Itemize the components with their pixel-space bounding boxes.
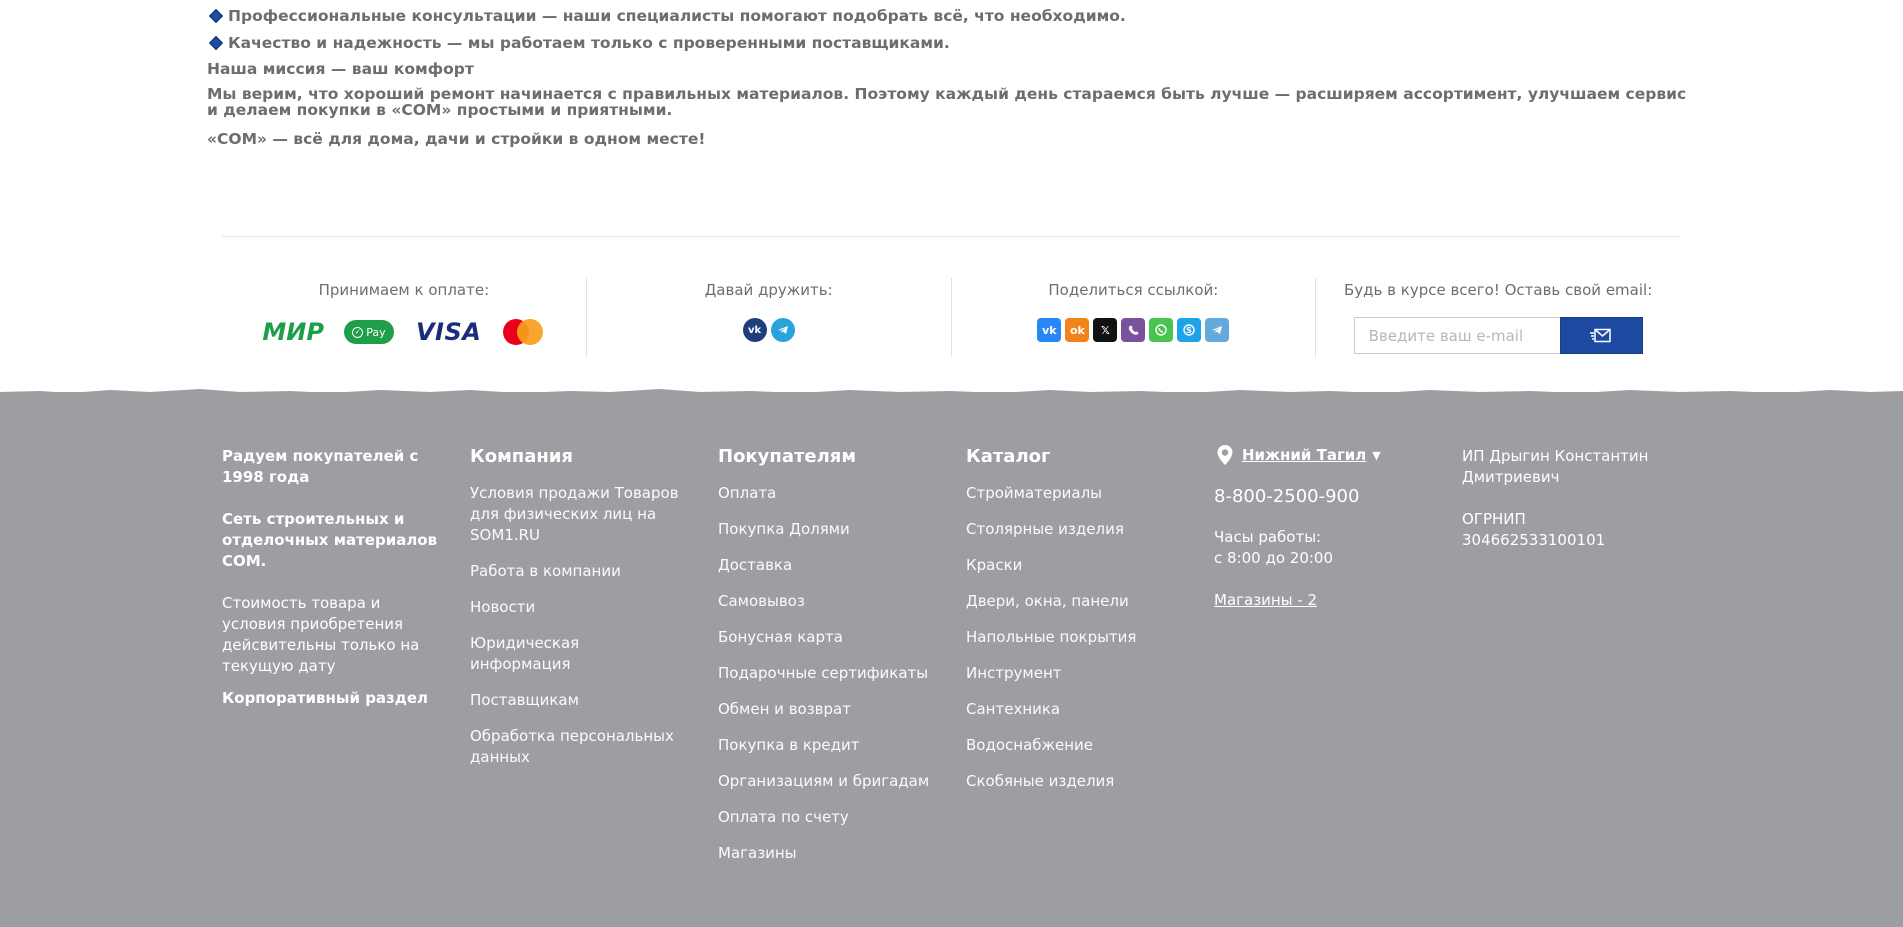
share-title: Поделиться ссылкой: — [1048, 281, 1219, 299]
company-link[interactable]: Новости — [470, 598, 536, 616]
legal-ogrnip: ОГРНИП 304662533100101 — [1462, 510, 1606, 549]
about-line-years: Радуем покупателей с 1998 года — [222, 447, 419, 486]
company-link[interactable]: Поставщикам — [470, 691, 579, 709]
article-section — [207, 6, 1687, 148]
footer-company — [470, 446, 680, 783]
footer-customers — [718, 446, 938, 879]
payment-block — [222, 278, 586, 357]
customers-link[interactable]: Бонусная карта — [718, 628, 843, 646]
bullet-text: Профессиональные консультации — наши специалисты помогают подобрать всё, что необходимо. — [228, 7, 1126, 25]
vk-icon[interactable]: vk — [743, 318, 767, 342]
subscribe-block — [1315, 278, 1680, 357]
friends-icons — [587, 318, 951, 342]
telegram-icon[interactable] — [771, 318, 795, 342]
subscribe-button[interactable] — [1560, 317, 1643, 354]
payment-title: Принимаем к оплате: — [318, 281, 490, 299]
company-link[interactable]: Работа в компании — [470, 562, 621, 580]
catalog-link[interactable]: Скобяные изделия — [966, 772, 1115, 790]
info-strip — [222, 278, 1680, 357]
friends-title: Давай дружить: — [704, 281, 833, 299]
catalog-link[interactable]: Краски — [966, 556, 1023, 574]
hours-value: с 8:00 до 20:00 — [1214, 549, 1334, 567]
footer-legal — [1462, 446, 1662, 551]
company-link[interactable]: Юридическая информация — [470, 634, 580, 673]
mission-text: Мы верим, что хороший ремонт начинается с правильных материалов. Поэтому каждый день стараемся быть лучше — расширяем ассортимент, улучшаем сервис и делаем покупки в «СОМ» простыми и приятными. — [207, 85, 1687, 119]
share-icons — [952, 318, 1316, 342]
telegram-icon[interactable] — [1205, 318, 1229, 342]
catalog-link[interactable]: Двери, окна, панели — [966, 592, 1129, 610]
send-mail-icon — [1590, 328, 1612, 344]
payment-logos — [222, 318, 586, 346]
odnoklassniki-icon[interactable]: ok — [1065, 318, 1089, 342]
article-bullet — [207, 33, 1687, 53]
chevron-down-icon: ▼ — [1372, 448, 1381, 462]
city-name[interactable]: Нижний Тагил — [1242, 445, 1367, 464]
about-line-disclaimer: Стоимость товара и условия приобретения дейсвительны только на текущую дату — [222, 594, 420, 675]
corporate-link[interactable]: Корпоративный раздел — [222, 689, 429, 707]
catalog-link[interactable]: Столярные изделия — [966, 520, 1124, 538]
stores-link[interactable]: Магазины - 2 — [1214, 591, 1318, 609]
bullet-text: Качество и надежность — мы работаем только с проверенными поставщиками. — [228, 34, 950, 52]
share-block — [951, 278, 1316, 357]
mir-pay-label: Pay — [366, 325, 386, 339]
email-input[interactable] — [1354, 317, 1560, 354]
footer-contacts — [1214, 446, 1434, 611]
subscribe-title: Будь в курсе всего! Оставь свой email: — [1344, 281, 1653, 299]
skype-icon[interactable] — [1177, 318, 1201, 342]
site-footer — [0, 392, 1903, 927]
tagline: «СОМ» — всё для дома, дачи и стройки в одном месте! — [207, 130, 706, 148]
footer-catalog — [966, 446, 1176, 807]
footer-about — [222, 446, 442, 709]
customers-link[interactable]: Самовывоз — [718, 592, 805, 610]
viber-icon[interactable] — [1121, 318, 1145, 342]
mir-logo-icon: МИР — [262, 318, 324, 346]
customers-link[interactable]: Организациям и бригадам — [718, 772, 930, 790]
customers-link[interactable]: Оплата — [718, 484, 777, 502]
article-bullet — [207, 6, 1687, 26]
customers-link[interactable]: Подарочные сертификаты — [718, 664, 929, 682]
visa-logo-icon: VISA — [415, 318, 482, 346]
company-link[interactable]: Обработка персональных данных — [470, 727, 674, 766]
customers-link[interactable]: Покупка в кредит — [718, 736, 860, 754]
catalog-link[interactable]: Сантехника — [966, 700, 1061, 718]
diamond-bullet-icon — [209, 36, 223, 50]
customers-link[interactable]: Покупка Долями — [718, 520, 850, 538]
catalog-heading: Каталог — [966, 446, 1051, 467]
diamond-bullet-icon — [209, 9, 223, 23]
whatsapp-icon[interactable] — [1149, 318, 1173, 342]
friends-block — [586, 278, 951, 357]
hours-label: Часы работы: — [1214, 528, 1322, 546]
customers-link[interactable]: Доставка — [718, 556, 793, 574]
mastercard-icon — [503, 319, 545, 345]
x-icon[interactable]: 𝕏 — [1093, 318, 1117, 342]
customers-link[interactable]: Оплата по счету — [718, 808, 849, 826]
catalog-link[interactable]: Напольные покрытия — [966, 628, 1137, 646]
location-pin-icon — [1214, 444, 1236, 466]
mission-title: Наша миссия — ваш комфорт — [207, 60, 474, 78]
customers-link[interactable]: Магазины — [718, 844, 797, 862]
section-divider — [222, 236, 1680, 237]
about-line-network: Сеть строительных и отделочных материалов СОМ. — [222, 510, 438, 570]
customers-link[interactable]: Обмен и возврат — [718, 700, 851, 718]
mir-pay-logo-icon — [344, 320, 394, 344]
city-selector[interactable] — [1214, 444, 1434, 466]
phone-number[interactable]: 8-800-2500-900 — [1214, 486, 1360, 507]
catalog-link[interactable]: Стройматериалы — [966, 484, 1103, 502]
catalog-link[interactable]: Инструмент — [966, 664, 1062, 682]
subscribe-form — [1316, 317, 1680, 354]
company-link[interactable]: Условия продажи Товаров для физических лиц на SOM1.RU — [470, 484, 679, 544]
customers-heading: Покупателям — [718, 446, 857, 467]
vk-icon[interactable]: vk — [1037, 318, 1061, 342]
legal-name: ИП Дрыгин Константин Дмитриевич — [1462, 447, 1649, 486]
svg-text:S: S — [1186, 326, 1193, 335]
check-ring-icon: ✓ — [352, 327, 363, 338]
company-heading: Компания — [470, 446, 573, 467]
catalog-link[interactable]: Водоснабжение — [966, 736, 1094, 754]
